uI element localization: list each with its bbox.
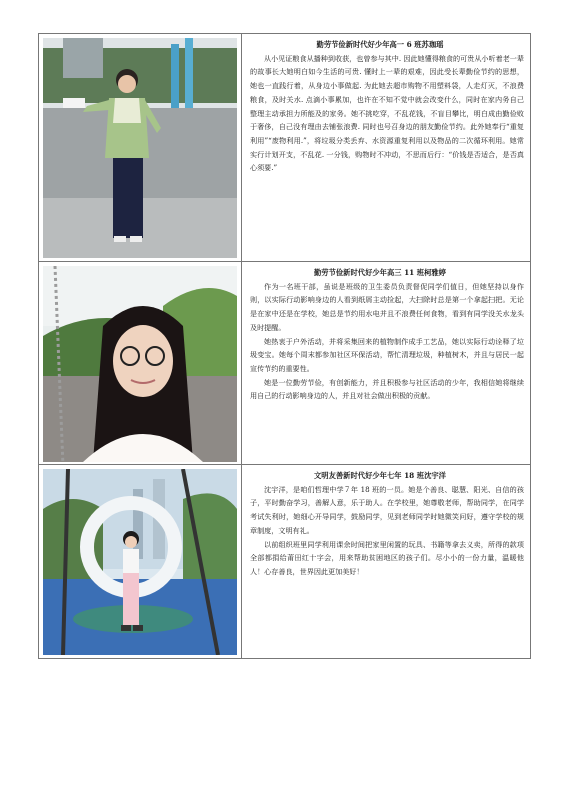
record-row — [39, 34, 531, 262]
text-cell — [242, 34, 531, 262]
text-cell — [242, 465, 531, 659]
record-paragraph: 她是一位勤劳节俭，有创新能力，并且积极参与社区活动的少年，我相信她将继续用自己的行动影响身边的人，并且对社会做出积极的贡献。 — [250, 377, 524, 401]
record-title: 文明友善新时代好少年七年 18 班沈宇洋 — [314, 471, 446, 480]
record-paragraph: 作为一名班干部，虽说是班级的卫生委员负责督促同学们值日，但她坚持以身作则，以实际行动影响身边的人看到纸屑主动捡起，大扫除时总是第一个拿起扫把。无论是在家中还是在学校，她总是节约用水电并且不浪费任何食物，看到有同学没关水龙头及时提醒。 — [250, 281, 524, 332]
record-row — [39, 262, 531, 465]
text-cell — [242, 262, 531, 465]
record-paragraph: 她热衷于户外活动，并将采集回来的植物制作成手工艺品，她以实际行动诠释了垃圾变宝。她每个周末都参加社区环保活动，帮忙清理垃圾，种植树木，并且与居民一起宣传节约的重要性。 — [250, 336, 524, 373]
student-photo — [43, 266, 237, 462]
record-title: 勤劳节俭新时代好少年高一 6 班苏珈瑶 — [316, 40, 444, 49]
photo-cell — [39, 465, 242, 659]
record-paragraph: 以前组织班里同学利用课余时间把家里闲置的玩具、书籍等拿去义卖，所得的款项全部都捐给莆田红十字会，用来帮助贫困地区的孩子们。尽小小的一份力量，温暖他人！心存善良，世界因此更加美好！ — [250, 539, 524, 576]
student-photo — [43, 38, 237, 258]
photo-cell — [39, 262, 242, 465]
student-photo — [43, 469, 237, 655]
record-paragraph: 沈宇洋，是咱们哲理中学７年 18 班的一员。她是个善良、聪慧、阳光、自信的孩子，平时勤奋学习，善解人意，乐于助人。在学校里，她尊敬老师，帮助同学，在同学考试失利时，她细心开导同学，鼓励同学，见到老师同学时她微笑问好，遵守学校的规章制度，文明有礼。 — [250, 484, 524, 535]
record-paragraph: 从小见证粮食从播种到收获，也曾参与其中. 因此她懂得粮食的可贵从小听着老一辈的故事长大她明白如今生活的可贵. 懂时上一辈的艰难，因此受长辈勤俭节约的思想，她也一直践行着，从身边小事做起. 为此她去超市购物不用塑料袋，人走灯灭，不浪费粮食，及时关水. 点滴小事累加，也许在不知不觉中就会改变什么，同时在家内务自己整理主动承担力所能及的家务。她不挑吃穿，不乱花钱，不盲目攀比，明白成由勤俭败于奢侈，自己没有理由去铺张浪费. 同时也号召身边的朋友勤俭节约。此外她奉行“重复利用”“废物利用.”，将垃圾分类丢弃、水资源重复利用以及物品的二次循环利用。她常实行计划开支，不乱花. 一分钱，购物时不冲动，不思而后行：“价钱是否适合，是否真心须要.” — [250, 53, 524, 173]
record-title: 勤劳节俭新时代好少年高三 11 班柯雅婷 — [314, 268, 446, 277]
photo-cell — [39, 34, 242, 262]
record-row — [39, 465, 531, 659]
records-table — [38, 33, 531, 659]
